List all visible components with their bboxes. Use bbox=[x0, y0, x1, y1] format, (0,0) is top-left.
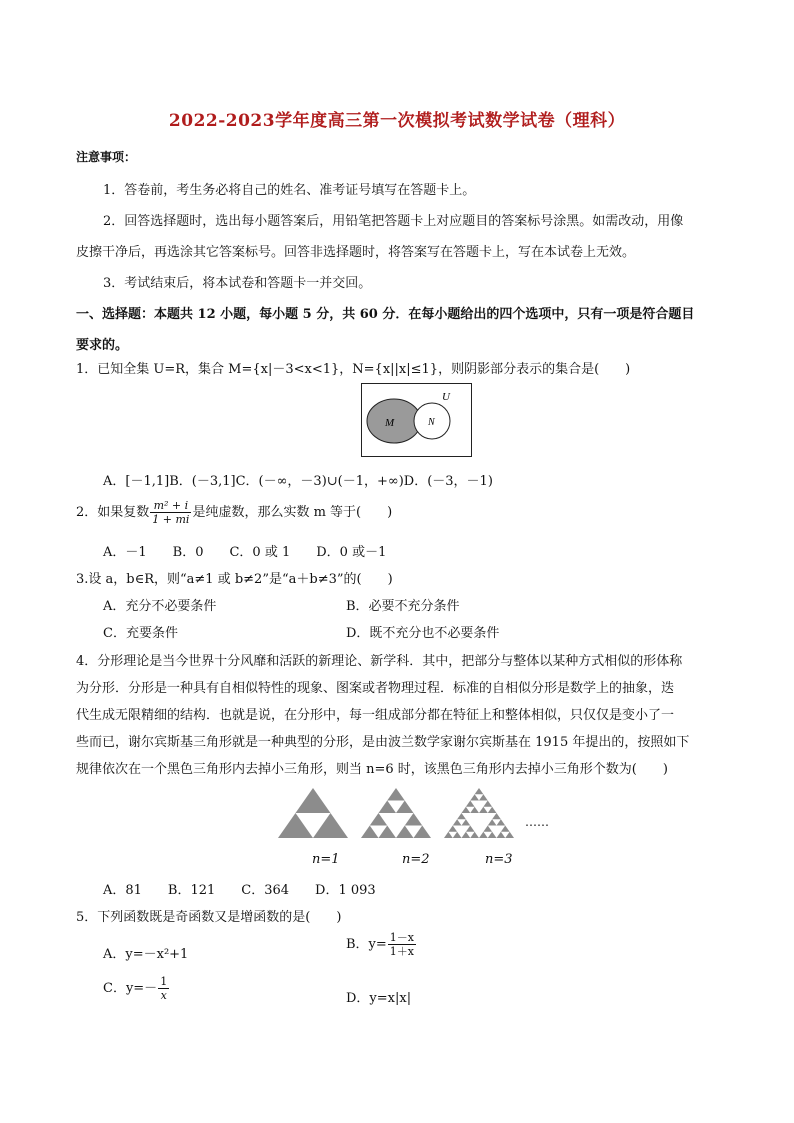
question-4-line-5: 规律依次在一个黑色三角形内去掉小三角形，则当 n=6 时，该黑色三角形内去掉小三角形个数为( ) bbox=[76, 762, 668, 777]
complex-fraction-num: m² + i bbox=[150, 499, 191, 513]
question-3-stem: 3.设 a，b∈R，则“a≠1 或 b≠2”是“a＋b≠3”的( ) bbox=[76, 572, 393, 587]
venn-label-u: U bbox=[442, 391, 450, 403]
notice-item-1: 1．答卷前，考生务必将自己的姓名、准考证号填写在答题卡上。 bbox=[103, 183, 476, 198]
question-2-stem bbox=[76, 499, 392, 526]
page-title: 2022-2023学年度高三第一次模拟考试数学试卷（理科） bbox=[168, 111, 626, 131]
sierpinski-ellipsis: …… bbox=[525, 815, 549, 829]
sierpinski-n3 bbox=[444, 788, 514, 838]
question-2-options: A．－1 B．0 C．0 或 1 D．0 或－1 bbox=[103, 545, 387, 560]
question-3-option-c: C．充要条件 bbox=[103, 626, 178, 641]
option-b-fraction bbox=[388, 931, 416, 958]
label-n2: n=2 bbox=[402, 852, 430, 867]
question-4-line-4: 些而已，谢尔宾斯基三角形就是一种典型的分形，是由波兰数学家谢尔宾斯基在 1915 年提出的，按照如下 bbox=[76, 735, 690, 750]
notice-item-2: 2．回答选择题时，选出每小题答案后，用铅笔把答题卡上对应题目的答案标号涂黑。如需改动，用像 bbox=[103, 214, 684, 229]
question-5-option-b-pre: B．y= bbox=[346, 937, 387, 952]
sierpinski-figure bbox=[278, 788, 518, 840]
option-c-num: 1 bbox=[160, 975, 168, 988]
question-5-option-d: D．y=x|x| bbox=[346, 991, 412, 1006]
question-3-option-b: B．必要不充分条件 bbox=[346, 599, 460, 614]
question-4-line-1: 4．分形理论是当今世界十分风靡和活跃的新理论、新学科．其中，把部分与整体以某种方式相似的形体称 bbox=[76, 654, 683, 669]
question-5-stem: 5．下列函数既是奇函数又是增函数的是( ) bbox=[76, 910, 342, 925]
venn-label-m: M bbox=[385, 417, 395, 429]
complex-fraction-den: 1 + mi bbox=[152, 513, 190, 526]
question-4-options: A．81 B．121 C．364 D．1 093 bbox=[103, 883, 376, 898]
question-5-option-c bbox=[103, 975, 170, 1002]
question-4-line-2: 为分形．分形是一种具有自相似特性的现象、图案或者物理过程．标准的自相似分形是数学上的抽象，迭 bbox=[76, 681, 675, 696]
venn-label-n: N bbox=[428, 417, 435, 428]
question-3-option-d: D．既不充分也不必要条件 bbox=[346, 626, 500, 641]
section-heading: 一、选择题：本题共 12 小题，每小题 5 分，共 60 分．在每小题给出的四个选项中，只有一项是符合题目 bbox=[76, 307, 695, 322]
complex-fraction bbox=[150, 499, 191, 526]
option-c-den: x bbox=[160, 989, 167, 1002]
question-1-stem: 1．已知全集 U=R，集合 M={x|－3<x<1}，N={x||x|≤1}，则阴影部分表示的集合是( ) bbox=[76, 362, 631, 377]
option-b-den: 1＋x bbox=[389, 945, 414, 958]
question-5-option-c-pre: C．y=－ bbox=[103, 981, 158, 996]
question-5-option-a: A．y=－x²+1 bbox=[103, 947, 189, 962]
label-n3: n=3 bbox=[485, 852, 513, 867]
sierpinski-n1 bbox=[278, 788, 348, 838]
venn-diagram bbox=[361, 383, 472, 457]
question-2-stem-post: 是纯虚数，那么实数 m 等于( ) bbox=[192, 505, 393, 520]
question-5-option-b bbox=[346, 931, 417, 958]
venn-svg bbox=[362, 384, 471, 456]
notice-item-3: 3．考试结束后，将本试卷和答题卡一并交回。 bbox=[103, 276, 372, 291]
question-4-line-3: 代生成无限精细的结构．也就是说，在分形中，每一组成部分都在特征上和整体相似，只仅仅是变小了一 bbox=[76, 708, 675, 723]
notice-heading: 注意事项： bbox=[76, 150, 137, 164]
option-c-fraction bbox=[158, 975, 169, 1002]
question-2-stem-pre: 2．如果复数 bbox=[76, 505, 150, 520]
option-b-num: 1－x bbox=[389, 931, 414, 944]
section-heading-cont: 要求的。 bbox=[76, 338, 129, 353]
notice-item-2-cont: 皮擦干净后，再选涂其它答案标号。回答非选择题时，将答案写在答题卡上，写在本试卷上无效。 bbox=[76, 245, 636, 260]
question-1-options: A．[－1,1]B．(－3,1]C．(－∞，－3)∪(－1，+∞)D．(－3，－1) bbox=[103, 474, 493, 489]
sierpinski-n2 bbox=[361, 788, 431, 838]
question-3-option-a: A．充分不必要条件 bbox=[103, 599, 217, 614]
label-n1: n=1 bbox=[312, 852, 340, 867]
